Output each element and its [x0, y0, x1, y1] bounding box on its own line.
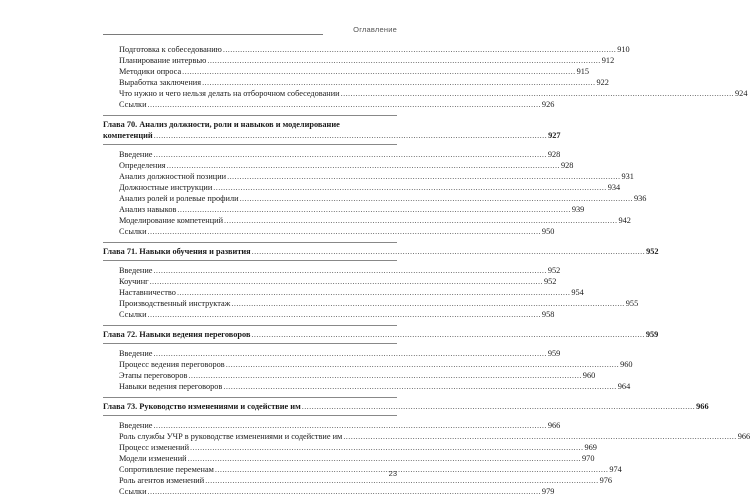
toc-entry-page: 960	[620, 360, 633, 369]
toc-entry[interactable]	[103, 99, 555, 110]
dot-leader	[152, 149, 547, 160]
continued-entries	[103, 44, 748, 110]
toc-entry-page: 976	[599, 476, 613, 485]
toc-entry-page: 950	[541, 227, 555, 236]
chapter-block	[103, 397, 750, 497]
toc-entry[interactable]	[103, 287, 584, 298]
toc-entry-title: Этапы переговоров	[119, 371, 188, 380]
toc-entry-page: 959	[547, 349, 561, 358]
toc-entry-title: Модели изменений	[119, 454, 187, 463]
chapter-heading[interactable]	[103, 242, 659, 261]
toc-entry-page: 928	[560, 161, 574, 170]
chapter-title-line1: Глава 70. Анализ должности, роли и навыков и моделирование	[103, 120, 340, 129]
toc-entry-page: 966	[547, 421, 561, 430]
toc-entry[interactable]	[103, 160, 574, 171]
toc-entry-title: Должностные инструкции	[119, 183, 213, 192]
toc-entry-page: 912	[601, 56, 615, 65]
chapter-heading[interactable]	[103, 397, 709, 416]
toc-entry-page: 928	[547, 150, 561, 159]
toc-entry-title: Введение	[119, 349, 153, 358]
toc-entry-title: Ссылки	[119, 310, 147, 319]
dot-leader	[152, 420, 547, 431]
toc-entry[interactable]	[103, 55, 615, 66]
dot-leader	[147, 99, 542, 110]
toc-entry-page: 936	[633, 194, 647, 203]
dot-leader	[204, 475, 599, 486]
toc-entry-title: Анализ должностной позиции	[119, 172, 227, 181]
dot-leader	[149, 276, 544, 287]
chapter-title: Глава 72. Навыки ведения переговоров	[103, 330, 251, 339]
toc-entry-title: Что нужно и чего нельзя делать на отборочном собеседовании	[119, 89, 340, 98]
toc-entry-title: Введение	[119, 421, 153, 430]
toc-entry[interactable]	[103, 44, 630, 55]
toc-entry-page: 966	[737, 432, 750, 441]
toc-entry-page: 970	[582, 454, 595, 463]
dot-leader	[187, 453, 582, 464]
toc-entry-page: 910	[617, 45, 630, 54]
toc-entry-title: Процесс ведения переговоров	[119, 360, 225, 369]
toc-entry-page: 952	[543, 277, 557, 286]
toc-entry-page: 974	[609, 465, 622, 474]
toc-entry[interactable]	[103, 215, 631, 226]
dot-leader	[147, 226, 542, 237]
toc-entry-title: Анализ ролей и ролевые профили	[119, 194, 239, 203]
dot-leader	[166, 160, 561, 171]
toc-entry-page: 926	[541, 100, 555, 109]
page-number: 23	[388, 469, 397, 478]
toc-entry[interactable]	[103, 193, 647, 204]
toc-entry[interactable]	[103, 77, 609, 88]
toc-entry[interactable]	[103, 309, 555, 320]
chapter-page: 927	[548, 131, 561, 140]
table-of-contents	[103, 44, 750, 497]
dot-leader	[187, 370, 582, 381]
toc-entry-page: 958	[541, 310, 555, 319]
toc-entry-page: 934	[607, 183, 621, 192]
toc-entry-title: Наставничество	[119, 288, 176, 297]
toc-entry-title: Ссылки	[119, 487, 147, 496]
chapter-block	[103, 325, 659, 392]
dot-leader	[251, 246, 646, 257]
toc-entry[interactable]	[103, 431, 750, 442]
toc-entry[interactable]	[103, 66, 590, 77]
chapter-title: Глава 73. Руководство изменениями и содействие им	[103, 402, 301, 411]
dot-leader	[147, 309, 542, 320]
toc-entry[interactable]	[103, 265, 561, 276]
dot-leader	[223, 215, 618, 226]
dot-leader	[222, 44, 617, 55]
toc-entry[interactable]	[103, 486, 555, 497]
dot-leader	[301, 401, 696, 412]
toc-entry[interactable]	[103, 149, 561, 160]
chapter-block	[103, 115, 647, 237]
toc-entry[interactable]	[103, 475, 613, 486]
toc-entry-page: 979	[541, 487, 555, 496]
chapter-page: 966	[696, 402, 709, 411]
toc-entry-title: Сопротивление переменам	[119, 465, 214, 474]
toc-entry[interactable]	[103, 204, 585, 215]
dot-leader	[214, 464, 609, 475]
dot-leader	[226, 171, 621, 182]
toc-entry-title: Введение	[119, 266, 153, 275]
toc-entry[interactable]	[103, 381, 631, 392]
toc-entry-title: Выработка заключения	[119, 78, 202, 87]
chapter-page: 952	[646, 247, 659, 256]
toc-entry-title: Введение	[119, 150, 153, 159]
chapter-title: Глава 71. Навыки обучения и развития	[103, 247, 251, 256]
dot-leader	[230, 298, 625, 309]
dot-leader	[250, 329, 645, 340]
toc-entry-page: 939	[571, 205, 585, 214]
toc-entry-page: 952	[547, 266, 561, 275]
toc-entry-title: Определения	[119, 161, 166, 170]
toc-entry[interactable]	[103, 464, 622, 475]
dot-leader	[212, 182, 607, 193]
toc-entry-title: Ссылки	[119, 227, 147, 236]
toc-entry-title: Моделирование компетенций	[119, 216, 224, 225]
dot-leader	[239, 193, 634, 204]
toc-entry[interactable]	[103, 182, 621, 193]
dot-leader	[181, 66, 576, 77]
running-header	[103, 22, 397, 36]
dot-leader	[152, 348, 547, 359]
dot-leader	[201, 77, 596, 88]
toc-entry[interactable]	[103, 226, 555, 237]
toc-entry[interactable]	[103, 420, 561, 431]
toc-entry-title: Производственный инструктаж	[119, 299, 231, 308]
toc-entry-page: 960	[582, 371, 596, 380]
toc-entry[interactable]	[103, 359, 633, 370]
toc-entry-page: 964	[617, 382, 631, 391]
dot-leader	[147, 486, 542, 497]
dot-leader	[152, 265, 547, 276]
toc-entry-page: 922	[596, 78, 609, 87]
dot-leader	[206, 55, 601, 66]
dot-leader	[176, 204, 571, 215]
toc-entry-title: Методики опроса	[119, 67, 182, 76]
toc-entry[interactable]	[103, 370, 596, 381]
toc-entry[interactable]	[103, 298, 639, 309]
dot-leader	[153, 130, 548, 141]
section-title: Оглавление	[353, 25, 397, 34]
chapter-heading[interactable]	[103, 115, 561, 145]
header-rule	[103, 34, 323, 35]
chapter-block	[103, 242, 659, 320]
toc-entry-title: Процесс изменений	[119, 443, 190, 452]
dot-leader	[225, 359, 620, 370]
toc-entry[interactable]	[103, 276, 557, 287]
dot-leader	[342, 431, 737, 442]
toc-entry[interactable]	[103, 348, 561, 359]
chapter-page: 959	[645, 330, 659, 339]
toc-entry-title: Навыки ведения переговоров	[119, 382, 223, 391]
toc-entry[interactable]	[103, 88, 748, 99]
toc-entry-page: 931	[621, 172, 634, 181]
toc-entry-title: Коучинг	[119, 277, 149, 286]
chapter-title-line2: компетенций	[103, 131, 153, 140]
toc-entry-page: 924	[735, 89, 748, 98]
dot-leader	[340, 88, 735, 99]
toc-entry-title: Планирование интервью	[119, 56, 207, 65]
toc-entry-page: 969	[584, 443, 597, 452]
toc-entry[interactable]	[103, 171, 634, 182]
toc-entry-title: Подготовка к собеседованию	[119, 45, 222, 54]
toc-entry-page: 954	[571, 288, 584, 297]
toc-entry-page: 915	[576, 67, 590, 76]
toc-entry-page: 942	[618, 216, 631, 225]
toc-entry-title: Ссылки	[119, 100, 147, 109]
toc-entry[interactable]	[103, 442, 597, 453]
toc-entry[interactable]	[103, 453, 595, 464]
dot-leader	[176, 287, 571, 298]
toc-entry-page: 955	[625, 299, 639, 308]
chapter-heading[interactable]	[103, 325, 659, 344]
dot-leader	[222, 381, 617, 392]
toc-entry-title: Анализ навыков	[119, 205, 177, 214]
toc-entry-title: Роль агентов изменений	[119, 476, 205, 485]
toc-entry-title: Роль службы УЧР в руководстве изменениями и содействие им	[119, 432, 343, 441]
dot-leader	[189, 442, 584, 453]
